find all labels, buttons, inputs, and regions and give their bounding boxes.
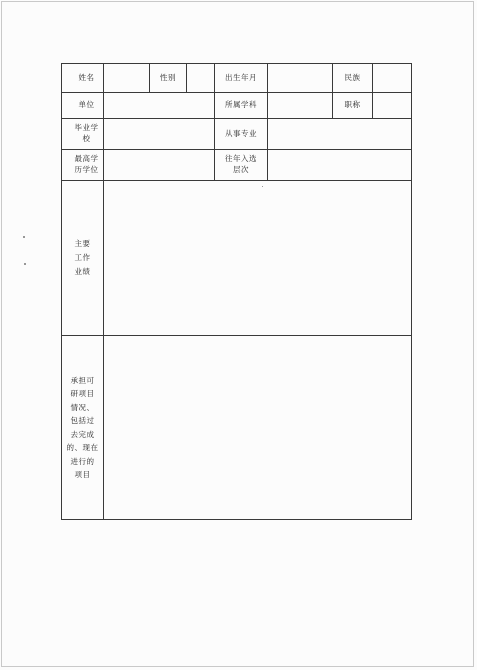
selection-label: 往年入选 层次 [225, 154, 257, 174]
name-label: 姓名 [62, 64, 104, 93]
title-field[interactable] [373, 93, 412, 119]
form-row-personal [62, 64, 412, 93]
projects-field[interactable] [104, 336, 412, 520]
birth-field[interactable] [268, 64, 333, 93]
discipline-label: 所属学科 [215, 93, 268, 119]
application-form-table [61, 63, 412, 520]
title-label: 职称 [333, 93, 373, 119]
school-label: 毕业学 校 [74, 123, 99, 143]
unit-label: 单位 [62, 93, 104, 119]
profession-field[interactable] [268, 119, 412, 150]
form-row-school [62, 119, 412, 150]
gender-field[interactable] [187, 64, 215, 93]
birth-label: 出生年月 [215, 64, 268, 93]
discipline-field[interactable] [268, 93, 333, 119]
projects-label: 承担可 研项目 情况、 包括过 去完成 的、现在 进行的 项目 [66, 375, 99, 479]
form-row-achievements [62, 181, 412, 336]
form-row-degree [62, 150, 412, 181]
form-row-unit [62, 93, 412, 119]
name-field[interactable] [104, 64, 150, 93]
ethnicity-field[interactable] [373, 64, 412, 93]
achievements-field[interactable] [104, 181, 412, 336]
profession-label: 从事专业 [215, 119, 268, 150]
ethnicity-label: 民族 [333, 64, 373, 93]
achievements-label: 主要 工作 业绩 [74, 238, 91, 277]
scan-speck [24, 263, 26, 265]
form-row-projects [62, 336, 412, 520]
selection-field[interactable] [268, 150, 412, 181]
scan-speck [23, 236, 25, 238]
degree-field[interactable] [104, 150, 215, 181]
gender-label: 性别 [150, 64, 187, 93]
degree-label: 最高学 历学位 [74, 154, 99, 174]
unit-field[interactable] [104, 93, 215, 119]
school-field[interactable] [104, 119, 215, 150]
